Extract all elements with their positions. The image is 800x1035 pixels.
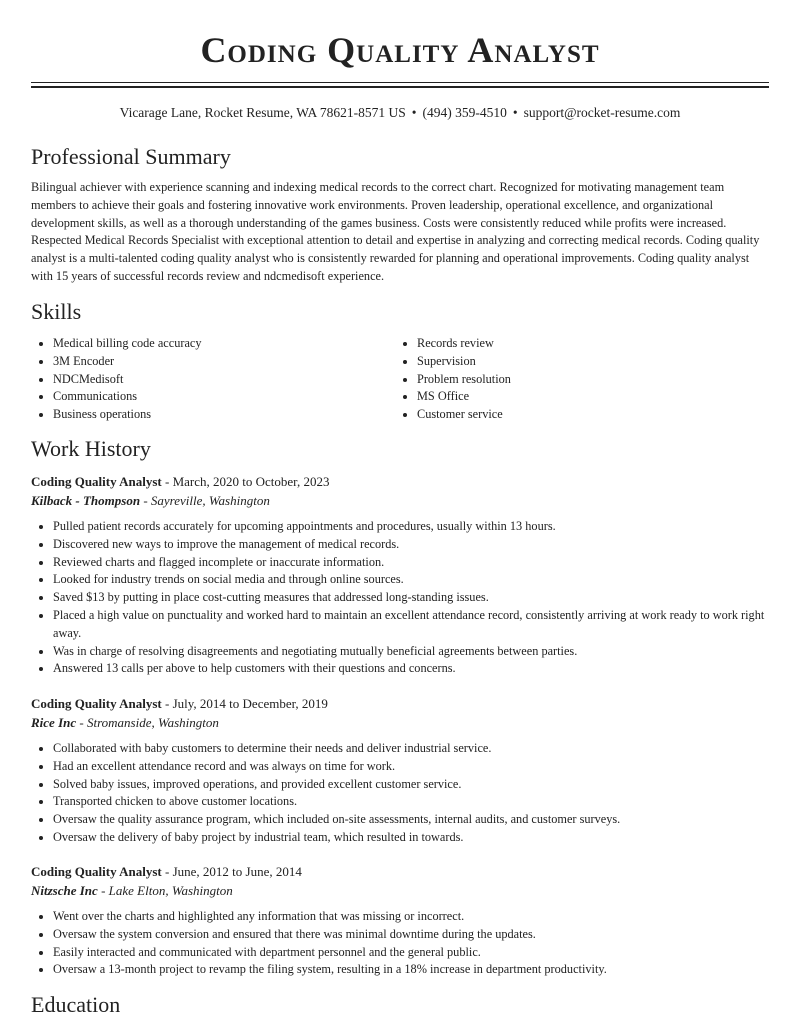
- job-title-line: [31, 863, 302, 881]
- contact-separator: •: [411, 105, 417, 120]
- job-bullet: • Collaborated with baby customers to determine their needs and deliver industrial service.: [53, 740, 793, 758]
- job-bullet: • Looked for industry trends on social media and through online sources.: [53, 571, 793, 589]
- job-bullet: • Solved baby issues, improved operations, and provided excellent customer service.: [53, 776, 793, 794]
- job-bullet: • Had an excellent attendance record and was always on time for work.: [53, 758, 793, 776]
- job-bullet: • Easily interacted and communicated with department personnel and the general public.: [53, 944, 793, 962]
- title-divider-thin: [31, 82, 769, 83]
- summary-heading: Professional Summary: [31, 144, 231, 169]
- job-title-line: [31, 473, 329, 491]
- job-title: Coding Quality Analyst: [31, 864, 162, 879]
- job-bullet: • Placed a high value on punctuality and worked hard to maintain an excellent attendance record, consistently arriving at work ready to work right away.: [53, 607, 793, 643]
- summary-text: Bilingual achiever with experience scanning and indexing medical records to the correct chart. Recognized for motivating management team members to achieve their goals and fostering innovative work environments. Proven leadership, operational excellence, and organizational development skills, as well as a thorough understanding of the games business. Costs were consistently reduced while profits were increased. Respected Medical Records Specialist with exceptional attention to detail and expertise in analyzing and correcting medical records. Coding quality analyst is a multi-talented coding quality analyst who is consistently rewarded for planning and operational improvements. Coding quality analyst with 15 years of successful records review and ndcmedisoft experience.: [31, 180, 760, 283]
- title-divider-thick: [31, 86, 769, 88]
- job-bullet: • Answered 13 calls per above to help customers with their questions and concerns.: [53, 660, 793, 678]
- job-bullet: • Oversaw the system conversion and ensured that there was minimal downtime during the updates.: [53, 926, 793, 944]
- education-heading: Education: [31, 992, 121, 1017]
- contact-line: [0, 104, 800, 122]
- job-company: Rice Inc: [31, 715, 77, 730]
- skill-item: • Records review: [417, 335, 757, 353]
- job-bullet: • Went over the charts and highlighted any information that was missing or incorrect.: [53, 908, 793, 926]
- job-bullet: • Reviewed charts and flagged incomplete or inaccurate information.: [53, 554, 793, 572]
- job-bullet: • Discovered new ways to improve the management of medical records.: [53, 536, 793, 554]
- job-location: - Lake Elton, Washington: [97, 883, 233, 898]
- job-location: - Sayreville, Washington: [140, 493, 270, 508]
- contact-address: Vicarage Lane, Rocket Resume, WA 78621-8571 US: [119, 105, 406, 120]
- job-title: Coding Quality Analyst: [31, 696, 162, 711]
- work-history-heading: Work History: [31, 436, 151, 461]
- job-dates: - March, 2020 to October, 2023: [161, 474, 330, 489]
- skills-list-left: [31, 335, 393, 424]
- job-company: Nitzsche Inc: [31, 883, 98, 898]
- job-bullet: • Oversaw the quality assurance program, which included on-site assessments, internal audits, and customer surveys.: [53, 811, 793, 829]
- job-dates: - July, 2014 to December, 2019: [161, 696, 328, 711]
- job-bullet: • Oversaw a 13-month project to revamp the filing system, resulting in a 18% increase in department productivity.: [53, 961, 793, 979]
- skills-heading: Skills: [31, 299, 82, 324]
- skills-list-right: [395, 335, 757, 424]
- contact-separator: •: [512, 105, 518, 120]
- job-title: Coding Quality Analyst: [31, 474, 162, 489]
- skill-item: • NDCMedisoft: [53, 371, 393, 389]
- skill-item: • Business operations: [53, 406, 393, 424]
- job-bullets: [31, 518, 793, 678]
- skill-item: • Medical billing code accuracy: [53, 335, 393, 353]
- job-company-line: [31, 492, 270, 510]
- job-company: Kilback - Thompson: [31, 493, 141, 508]
- job-location: - Stromanside, Washington: [76, 715, 219, 730]
- skill-item: • 3M Encoder: [53, 353, 393, 371]
- job-bullet: • Saved $13 by putting in place cost-cutting measures that addressed long-standing issues.: [53, 589, 793, 607]
- skill-item: • Customer service: [417, 406, 757, 424]
- job-bullet: • Was in charge of resolving disagreements and negotiating mutually beneficial agreements between parties.: [53, 643, 793, 661]
- job-bullet: • Transported chicken to above customer locations.: [53, 793, 793, 811]
- contact-phone: (494) 359-4510: [422, 105, 507, 120]
- job-company-line: [31, 882, 233, 900]
- job-bullets: [31, 908, 793, 979]
- job-bullets: [31, 740, 793, 847]
- page-title: Coding Quality Analyst: [200, 30, 600, 70]
- job-company-line: [31, 714, 219, 732]
- skill-item: • Problem resolution: [417, 371, 757, 389]
- job-bullet: • Oversaw the delivery of baby project by industrial team, which resulted in towards.: [53, 829, 793, 847]
- job-title-line: [31, 695, 328, 713]
- skill-item: • Supervision: [417, 353, 757, 371]
- job-bullet: • Pulled patient records accurately for upcoming appointments and procedures, usually within 13 hours.: [53, 518, 793, 536]
- contact-email: support@rocket-resume.com: [523, 105, 681, 120]
- skill-item: • Communications: [53, 388, 393, 406]
- job-dates: - June, 2012 to June, 2014: [161, 864, 302, 879]
- skill-item: • MS Office: [417, 388, 757, 406]
